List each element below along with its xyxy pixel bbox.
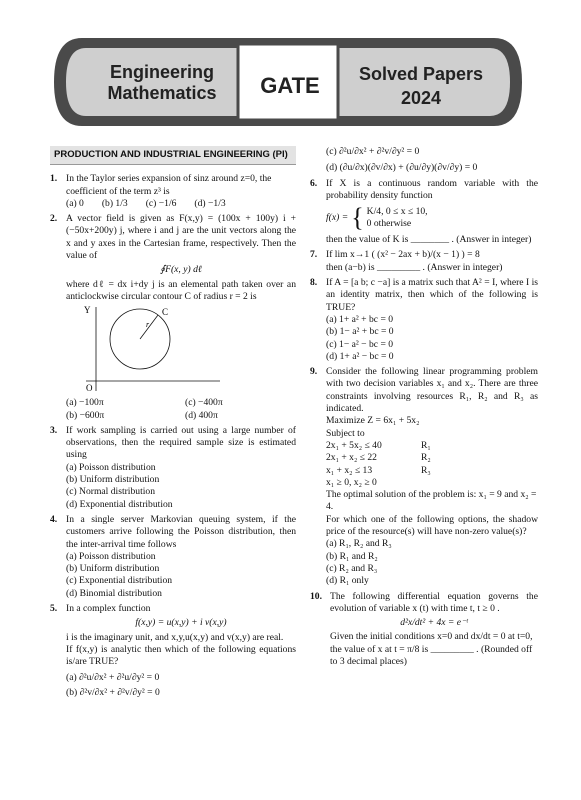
resource-label: R₂: [421, 452, 431, 464]
option: (d) Binomial distribution: [66, 587, 162, 599]
header-gate: GATE: [260, 73, 320, 98]
question-text: In a single server Markovian queuing system, if the customers arrive following the Poisson distribution, then the inter-arrival time follows: [66, 513, 296, 550]
origin-label: O: [86, 383, 93, 394]
option: (c) Normal distribution: [66, 486, 155, 498]
question-text-3: the value of x at t = π/8 is _________ . (Rounded off to 3 decimal places): [330, 643, 533, 667]
pdf-cases: [367, 206, 428, 231]
question-number: 2.: [50, 213, 58, 225]
option: (a) 1+ a² + bc = 0: [326, 313, 394, 325]
complex-function-eq: f(x,y) = u(x,y) + i v(x,y): [135, 617, 227, 629]
subject-to: Subject to: [326, 427, 365, 439]
radius-label: r: [146, 320, 150, 330]
constraint: x₁ ≥ 0, x₂ ≥ 0: [326, 476, 377, 488]
question-9: [310, 366, 538, 587]
question-text-2: then the value of K is ________ . (Answer in integer): [326, 234, 532, 246]
options: [66, 198, 296, 210]
question-number: 9.: [310, 366, 318, 378]
option: (c) −400π: [185, 397, 223, 409]
option: (c) Exponential distribution: [66, 575, 173, 587]
option: (b) R₁ and R₂: [326, 550, 378, 562]
option: (d) R₁ only: [326, 575, 369, 587]
option: (d) (∂u/∂x)(∂v/∂x) + (∂u/∂y)(∂v/∂y) = 0: [326, 162, 478, 174]
option: (a) 0: [66, 197, 84, 209]
resource-label: R₁: [421, 439, 431, 451]
resource-label: [421, 477, 461, 489]
resource-label: R₃: [421, 464, 431, 476]
question-7: [310, 249, 538, 274]
option: (d) Exponential distribution: [66, 498, 173, 510]
brace-icon: {: [351, 203, 364, 233]
question-text-2: where dℓ = dx i+dy j is an elemental path taken over an anticlockwise circular contour C of radius r = 2 is: [66, 278, 296, 302]
left-column: [50, 146, 296, 702]
question-number: 3.: [50, 424, 58, 436]
question-text: If X is a continuous random variable with the probability density function: [326, 177, 538, 201]
question-10: [310, 591, 538, 669]
question-5: [50, 603, 296, 699]
question-text: If work sampling is carried out using a large number of observations, then the required sample size is estimated using: [66, 424, 296, 461]
contour-label: C: [162, 307, 169, 318]
question-text: If A = [a b; c −a] is a matrix such that A² = I, where I is an identity matrix, then which of the following is TRUE?: [326, 277, 538, 313]
option: (b) Uniform distribution: [66, 474, 160, 486]
question-text-2: i is the imaginary unit, and x,y,u(x,y) and v(x,y) are real.: [66, 631, 284, 643]
option: (c) −1/6: [145, 197, 177, 209]
header-right-title: Solved Papers 2024: [358, 64, 484, 108]
option: (b) Uniform distribution: [66, 563, 160, 575]
question-text: The following differential equation governs the evolution of variable x (t) with time t, t ≥ 0 .: [330, 590, 538, 614]
constraint: 2x₁ + 5x₂ ≤ 40: [326, 439, 382, 451]
pdf-definition: [326, 205, 538, 231]
question-number: 7.: [310, 249, 318, 261]
question-text-3: For which one of the following options, the shadow price of the resource(s) will have non-zero value(s)?: [326, 513, 538, 538]
question-1: [50, 173, 296, 210]
pdf-case: 0 otherwise: [366, 218, 412, 230]
contour-figure: [74, 305, 224, 397]
option: (c) ∂²u/∂x² + ∂²v/∂y² = 0: [326, 146, 420, 157]
option: (d) 1+ a² − bc = 0: [326, 350, 394, 362]
option: (a) R₁, R₂ and R₃: [326, 538, 392, 550]
question-number: 1.: [50, 173, 58, 185]
option: (b) 1− a² + bc = 0: [326, 326, 394, 338]
question-text-3: If f(x,y) is analytic then which of the following equations is/are TRUE?: [66, 643, 296, 668]
question-number: 10.: [310, 590, 322, 602]
question-text-2: Given the initial conditions x=0 and dx/dt = 0 at t=0,: [330, 631, 533, 643]
question-text: Consider the following linear programming problem with two decision variables x₁ and x₂. There are three constraints involving resources R₁, R₂ and R₃ as indicated.: [326, 366, 538, 415]
right-column: [310, 146, 538, 671]
question-8: [310, 277, 538, 363]
option: (b) 1/3: [101, 197, 128, 209]
option: (d) −1/3: [194, 197, 226, 209]
option: (c) 1− a² − bc = 0: [326, 338, 394, 350]
constraint: x₁ + x₂ ≤ 13: [326, 464, 373, 476]
option: (a) Poisson distribution: [66, 461, 156, 473]
option: (d) 400π: [185, 409, 218, 421]
question-text: In a complex function: [66, 603, 151, 615]
option: (b) ∂²v/∂x² + ∂²v/∂y² = 0: [66, 686, 160, 698]
question-5-continued: [310, 146, 538, 175]
pdf-case: K/4, 0 ≤ x ≤ 10,: [366, 205, 428, 217]
question-3: [50, 425, 296, 511]
question-number: 4.: [50, 513, 58, 525]
pdf-label: f(x) =: [326, 212, 349, 224]
question-text: If lim x→1 ( (x² − 2ax + b)/(x − 1) ) = 8: [326, 249, 480, 261]
differential-equation: d²x/dt² + 4x = e⁻ᵗ: [400, 617, 468, 629]
constraint: 2x₁ + x₂ ≤ 22: [326, 452, 377, 464]
section-title: PRODUCTION AND INDUSTRIAL ENGINEERING (PI): [50, 146, 296, 165]
objective: Maximize Z = 6x₁ + 5x₂: [326, 415, 420, 427]
header-left-title: Engineering Mathematics: [107, 62, 217, 103]
question-6: [310, 178, 538, 247]
y-axis-label: Y: [84, 305, 91, 316]
question-number: 6.: [310, 177, 318, 189]
question-text-2: then (a−b) is _________ . (Answer in integer): [326, 261, 503, 273]
question-2: [50, 213, 296, 422]
option: (c) R₂ and R₃: [326, 562, 378, 574]
constraints-table: [326, 440, 538, 489]
option: (a) −100π: [66, 397, 104, 409]
integral-expression: ∮F(x, y) dℓ: [160, 264, 202, 276]
option: (b) −600π: [66, 409, 105, 421]
option: (a) Poisson distribution: [66, 550, 156, 562]
question-number: 5.: [50, 603, 58, 615]
question-text: A vector field is given as F(x,y) = (100x + 100y) i + (−50x+200y) j, where i and j are the unit vectors along the x and y axes in the Cartesian frame, respectively. Then the value of: [66, 213, 296, 262]
question-number: 8.: [310, 277, 318, 289]
question-text: In the Taylor series expansion of sinz around z=0, the coefficient of the term z³ is: [66, 173, 272, 197]
option: (a) ∂²u/∂x² + ∂²u/∂y² = 0: [66, 671, 160, 683]
question-text-2: The optimal solution of the problem is: x₁ = 9 and x₂ = 4.: [326, 489, 537, 513]
options: [66, 397, 296, 422]
question-4: [50, 514, 296, 600]
